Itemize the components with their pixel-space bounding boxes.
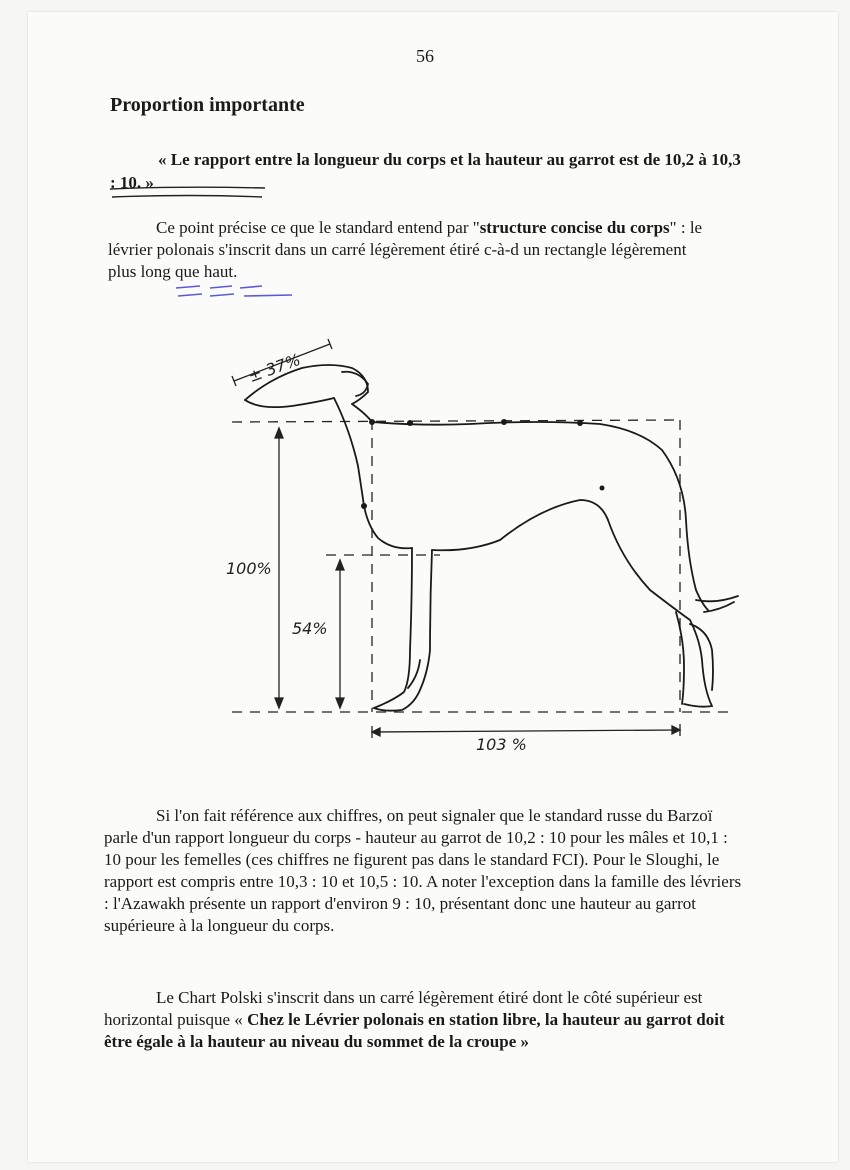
paragraph-structure-pre: Ce point précise ce que le standard entend par " — [156, 218, 480, 237]
height-label: 100% — [226, 559, 272, 578]
paragraph-chart-polski-pre: Le Chart Polski s'inscrit dans un carré légèrement étiré dont le côté supérieur est horizontal puisque « — [104, 988, 703, 1029]
standard-quote: « Le rapport entre la longueur du corps et la hauteur au garrot est de 10,2 à 10,3 : 10. » — [110, 150, 741, 192]
section-heading: Proportion importante — [110, 94, 305, 116]
height-arrow — [275, 428, 283, 708]
proportion-box — [232, 420, 730, 712]
head-length-label: ± 37% — [245, 349, 304, 387]
anatomy-points — [361, 419, 605, 509]
elbow-height-arrow — [336, 560, 344, 708]
blue-pen-underline — [176, 286, 292, 296]
paragraph-comparison: Si l'on fait référence aux chiffres, on peut signaler que le standard russe du Barzoï parle d'un rapport longueur du corps - hauteur au garrot de 10,2 : 10 pour les mâles et 10,1 : 10 pour les femelles (ces chiffres ne figurent pas dans le standard FCI). Pour le Sloughi, le rapport est compris entre 10,3 : 10 et 10,5 : 10. A noter l'exception dans la famille des lévriers : l'Azawakh présente un rapport d'environ 9 : 10, présentant donc une hauteur au garrot supérieure à la longueur du corps. — [104, 806, 742, 935]
paragraph-chart-polski — [104, 987, 754, 1053]
length-label: 103 % — [476, 735, 527, 754]
page-number: 56 — [416, 46, 434, 66]
paragraph-chart-polski-bold: Chez le Lévrier polonais en station libre, la hauteur au garrot doit être égale à la hauteur au niveau du sommet de la croupe » — [104, 1010, 725, 1051]
dog-outline — [245, 365, 738, 711]
elbow-label: 54% — [292, 619, 328, 638]
paragraph-structure-bold: structure concise du corps — [479, 218, 670, 237]
quote-underline — [110, 187, 265, 197]
paragraph-structure-post: " : le lévrier polonais s'inscrit dans un carré légèrement étiré c-à-d un rectangle légèrement plus long que haut. — [108, 218, 703, 281]
